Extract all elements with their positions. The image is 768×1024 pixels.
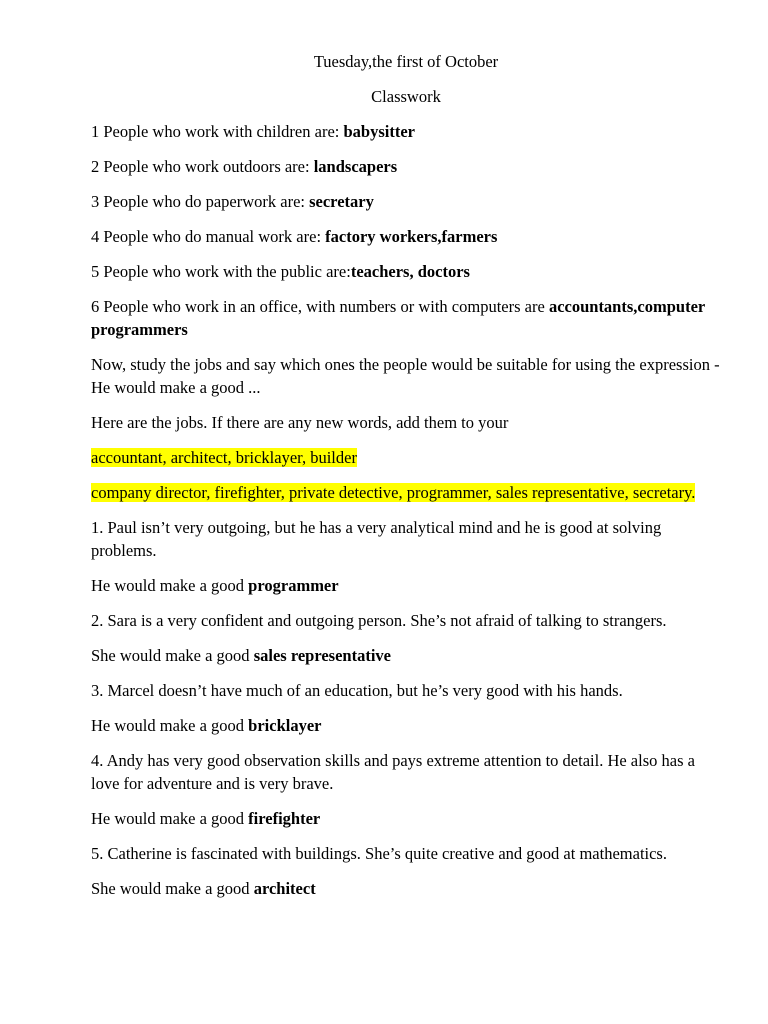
answer-job: sales representative: [253, 646, 392, 665]
category-answer: babysitter: [343, 122, 415, 141]
answer-prefix: She would make a good: [91, 879, 254, 898]
answer-prefix: She would make a good: [91, 646, 254, 665]
highlighted-jobs: accountant, architect, bricklayer, builder: [91, 448, 357, 467]
answer-job: bricklayer: [248, 716, 322, 735]
category-answer: landscapers: [313, 157, 398, 176]
answer-prefix: He would make a good: [91, 576, 249, 595]
category-answer: teachers, doctors: [350, 262, 470, 281]
answer-prefix: He would make a good: [91, 809, 249, 828]
exercise-answer-line: [91, 644, 721, 667]
classwork-heading: Classwork: [371, 87, 441, 106]
category-line: [91, 295, 721, 341]
answer-job: programmer: [248, 576, 339, 595]
category-answer: factory workers,farmers: [325, 227, 498, 246]
jobs-intro: Here are the jobs. If there are any new words, add them to your: [91, 413, 509, 432]
exercise-answer-line: [91, 807, 721, 830]
answer-prefix: He would make a good: [91, 716, 249, 735]
category-line: [91, 190, 721, 213]
category-text: 6 People who work in an office, with numbers or with computers are: [91, 297, 549, 316]
category-text: 5 People who work with the public are:: [91, 262, 351, 281]
answer-job: architect: [253, 879, 316, 898]
exercise-question: 4. Andy has very good observation skills and pays extreme attention to detail. He also has a love for adventure and is very brave.: [91, 751, 695, 793]
study-instruction: Now, study the jobs and say which ones the people would be suitable for using the expression - He would make a good ...: [91, 355, 720, 397]
category-text: 3 People who do paperwork are:: [91, 192, 310, 211]
exercise-question: 2. Sara is a very confident and outgoing person. She’s not afraid of talking to strangers.: [91, 611, 667, 630]
exercise-question: 5. Catherine is fascinated with buildings. She’s quite creative and good at mathematics.: [91, 844, 667, 863]
category-line: [91, 225, 721, 248]
category-text: 1 People who work with children are:: [91, 122, 344, 141]
exercise-answer-line: [91, 877, 721, 900]
jobs-list-1: [91, 446, 721, 469]
exercise-question: 1. Paul isn’t very outgoing, but he has a very analytical mind and he is good at solving problems.: [91, 518, 662, 560]
category-text: 4 People who do manual work are:: [91, 227, 326, 246]
jobs-list-2: [91, 481, 721, 504]
category-line: [91, 155, 721, 178]
exercise-answer-line: [91, 574, 721, 597]
document-page: [91, 50, 721, 912]
category-line: [91, 260, 721, 283]
category-answer: secretary: [309, 192, 374, 211]
category-answer: accountants,computer programmers: [91, 297, 705, 339]
answer-job: firefighter: [248, 809, 321, 828]
category-line: [91, 120, 721, 143]
highlighted-jobs: company director, firefighter, private detective, programmer, sales representative, secretary.: [91, 483, 696, 502]
exercise-question: 3. Marcel doesn’t have much of an education, but he’s very good with his hands.: [91, 681, 623, 700]
exercise-answer-line: [91, 714, 721, 737]
category-text: 2 People who work outdoors are:: [91, 157, 314, 176]
date-heading: Tuesday,the first of October: [313, 52, 499, 71]
